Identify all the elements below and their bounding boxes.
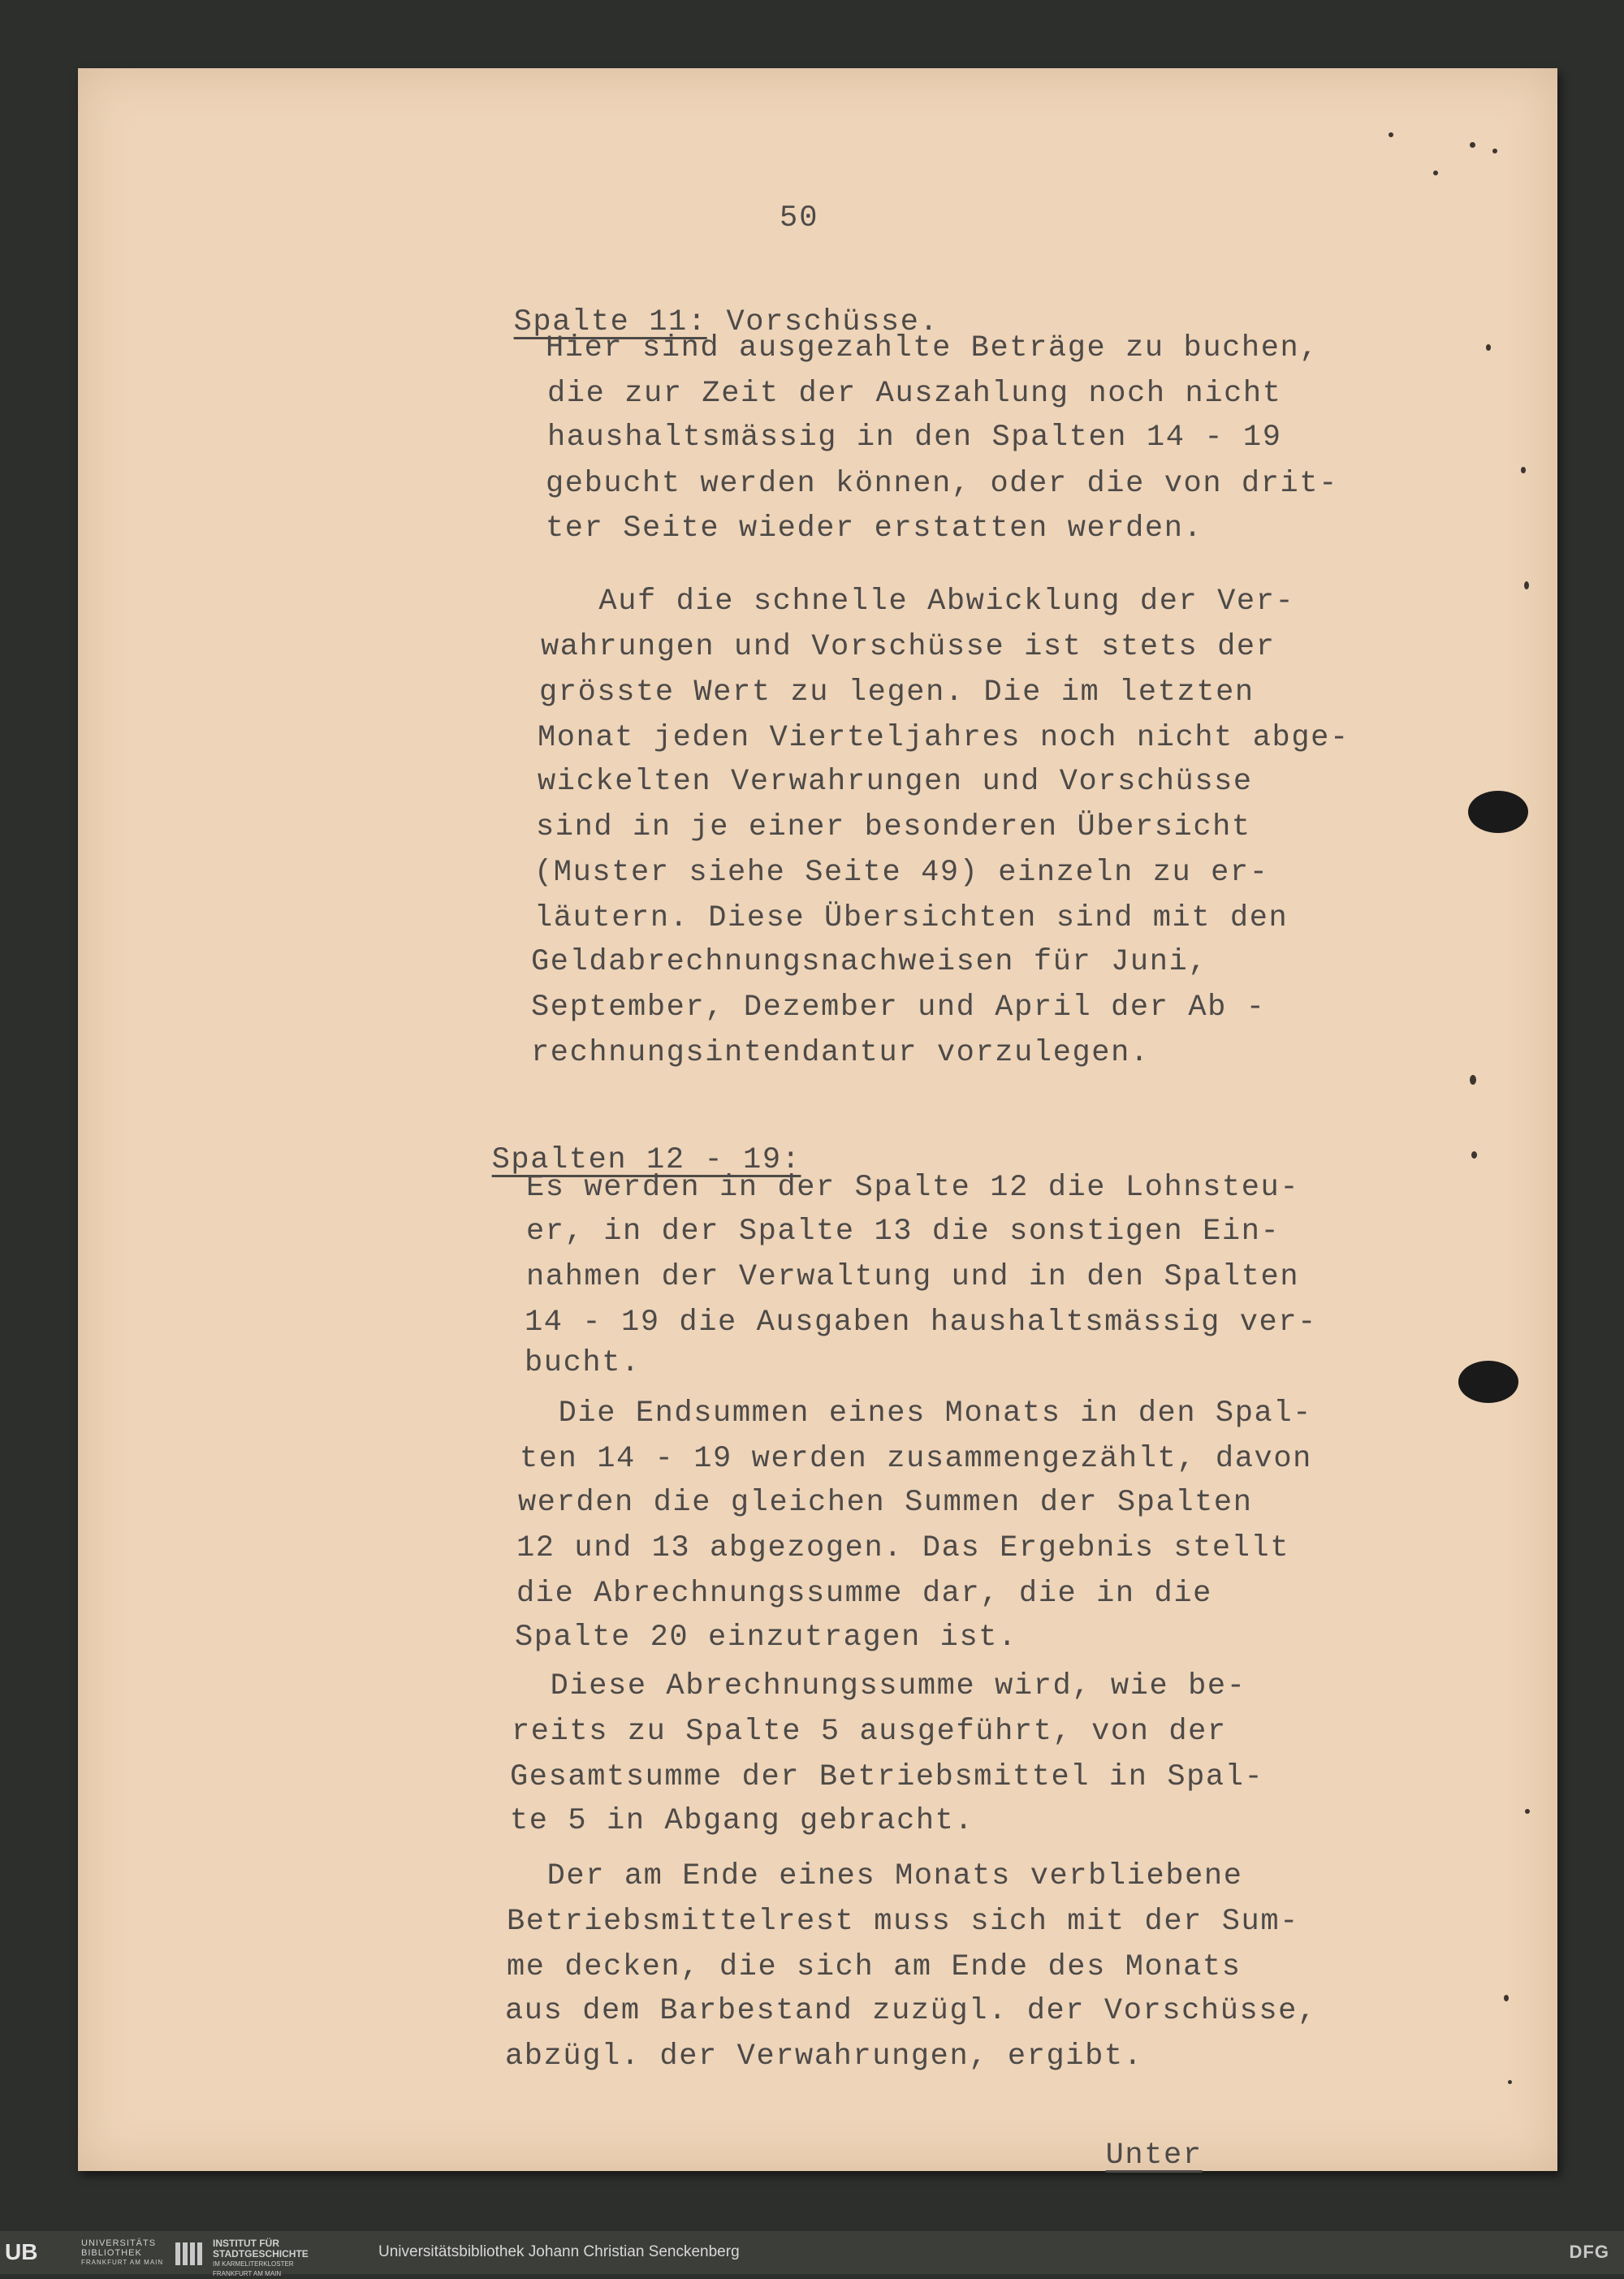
text-line: Auf die schnelle Abwicklung der Ver- [541, 585, 1295, 619]
text-line: läutern. Diese Übersichten sind mit den [534, 901, 1289, 935]
text-line: 14 - 19 die Ausgaben haushaltsmässig ver- [525, 1306, 1317, 1340]
paper-speck [1470, 1075, 1476, 1085]
institute-text [213, 2238, 309, 2279]
paper-speck [1504, 1995, 1509, 2001]
section-title: Vorschüsse. [726, 305, 939, 339]
text-line: Monat jeden Vierteljahres noch nicht abge- [538, 721, 1350, 755]
footer-bar [0, 2231, 1624, 2277]
text-line: 12 und 13 abgezogen. Das Ergebnis stellt [516, 1531, 1290, 1565]
text-line: ter Seite wieder erstatten werden. [546, 511, 1203, 546]
text-line: grösste Wert zu legen. Die im letzten [539, 675, 1255, 710]
institute-logo-icon [174, 2239, 205, 2267]
paper-speck [1525, 1809, 1530, 1814]
section-label: Spalten 12 - 19: [491, 1143, 801, 1177]
inst-line: STADTGESCHICHTE [213, 2248, 309, 2260]
section-label: Spalte 11: [513, 305, 707, 339]
dfg-logo: DFG [1569, 2242, 1609, 2262]
continuation-text: Unter [1105, 2139, 1203, 2173]
text-line: ten 14 - 19 werden zusammengezählt, davon [520, 1442, 1312, 1476]
text-line: Hier sind ausgezahlte Beträge zu buchen, [546, 331, 1320, 365]
paper-speck [1492, 149, 1497, 153]
inst-line: IM KARMELITERKLOSTER [213, 2260, 294, 2268]
continuation-word [1067, 2095, 1203, 2176]
punch-hole-upper [1468, 791, 1528, 833]
text-line: Der am Ende eines Monats verbliebene [508, 1859, 1243, 1893]
text-line: nahmen der Verwaltung und in den Spalten [526, 1260, 1300, 1294]
text-line: aus dem Barbestand zuzügl. der Vorschüsse, [505, 1994, 1317, 2028]
text-line: me decken, die sich am Ende des Monats [507, 1950, 1242, 1984]
paper-speck [1471, 1151, 1477, 1159]
paper-speck [1470, 142, 1475, 148]
ub-line: FRANKFURT AM MAIN [81, 2259, 164, 2266]
text-line: September, Dezember und April der Ab - [531, 991, 1266, 1025]
page-number: 50 [780, 201, 819, 235]
inst-line: FRANKFURT AM MAIN [213, 2270, 282, 2277]
punch-hole-lower [1458, 1361, 1518, 1403]
paper-speck [1524, 581, 1529, 589]
text-line: werden die gleichen Summen der Spalten [518, 1486, 1253, 1520]
text-line: (Muster siehe Seite 49) einzeln zu er- [534, 856, 1269, 890]
text-line: te 5 in Abgang gebracht. [510, 1804, 974, 1838]
text-line: Betriebsmittelrest muss sich mit der Sum- [507, 1905, 1299, 1939]
ub-library-text [81, 2238, 163, 2268]
text-line: reits zu Spalte 5 ausgeführt, von der [512, 1715, 1227, 1749]
text-line: er, in der Spalte 13 die sonstigen Ein- [526, 1215, 1281, 1249]
ub-logo: UB [5, 2239, 38, 2264]
text-line: gebucht werden können, oder die von drit- [546, 467, 1338, 501]
paper-speck [1521, 467, 1526, 473]
paper-speck [1433, 170, 1438, 175]
text-line: Diese Abrechnungssumme wird, wie be- [512, 1669, 1246, 1703]
ub-line: UNIVERSITÄTS [81, 2238, 157, 2248]
text-line: wahrungen und Vorschüsse ist stets der [541, 630, 1276, 664]
text-line: abzügl. der Verwahrungen, ergibt. [505, 2039, 1143, 2074]
paper-speck [1508, 2080, 1512, 2084]
text-line: rechnungsintendantur vorzulegen. [531, 1036, 1150, 1070]
text-line: wickelten Verwahrungen und Vorschüsse [538, 765, 1253, 799]
text-line: die Abrechnungssumme dar, die in die [516, 1577, 1212, 1611]
text-line: Gesamtsumme der Betriebsmittel in Spal- [510, 1760, 1264, 1794]
paper-speck [1486, 344, 1491, 351]
text-line: die zur Zeit der Auszahlung noch nicht [547, 377, 1282, 411]
text-line: haushaltsmässig in den Spalten 14 - 19 [547, 421, 1282, 455]
paper-speck [1389, 132, 1393, 137]
text-line: sind in je einer besonderen Übersicht [536, 810, 1251, 844]
text-line: Es werden in der Spalte 12 die Lohnsteu- [526, 1171, 1300, 1205]
text-line: Geldabrechnungsnachweisen für Juni, [531, 945, 1208, 979]
text-line: bucht. [525, 1346, 641, 1380]
text-line: Die Endsummen eines Monats in den Spal- [520, 1396, 1312, 1431]
inst-line: INSTITUT FÜR [213, 2238, 279, 2249]
text-line: Spalte 20 einzutragen ist. [515, 1621, 1017, 1655]
library-name: Universitätsbibliothek Johann Christian Senckenberg [378, 2243, 740, 2260]
ub-line: BIBLIOTHEK [81, 2248, 142, 2258]
